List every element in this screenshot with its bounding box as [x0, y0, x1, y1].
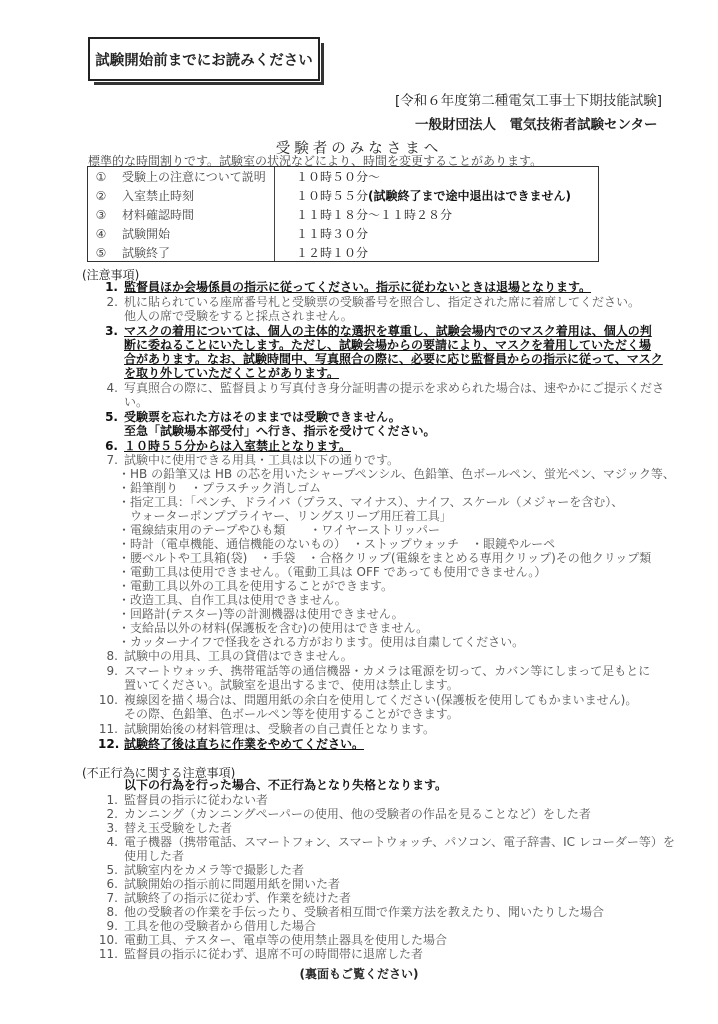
note-item: 5. 受験票を忘れた方はそのままでは受験できません。	[105, 410, 401, 424]
schedule-row-number: ⑤	[95, 245, 107, 260]
schedule-row	[88, 205, 598, 224]
notice-box	[88, 37, 320, 81]
misconduct-item: 9. 工具を他の受験者から借用した場合	[106, 919, 317, 933]
schedule-row-time: １０時５０分～	[296, 170, 381, 184]
schedule-table	[87, 166, 599, 262]
note-item-line: 至急「試験場本部受付」へ行き、指示を受けてください。	[124, 424, 436, 438]
notes-title: (注意事項)	[82, 268, 140, 282]
misconduct-intro: 以下の行為を行った場合、不正行為となり失格となります。	[124, 778, 448, 792]
note-item: 3. マスクの着用については、個人の主体的な選択を尊重し、試験会場内でのマスク着用は、個人の判	[105, 324, 652, 338]
tool-item: ・HB の鉛筆又は HB の芯を用いたシャープペンシル、色鉛筆、色ボールペン、蛍光ペン、マジック等、	[118, 467, 675, 481]
note-item: 2. 机に貼られている座席番号札と受験票の受験番号を照合し、指定された席に着席してください。	[106, 295, 641, 309]
schedule-row-time: １１時１８分～１１時２８分	[296, 208, 453, 222]
tool-item: ・電動工具は使用できません。（電動工具は OFF であっても使用できません。）	[118, 565, 547, 579]
note-item: 12. 試験終了後は直ちに作業をやめてください。	[98, 737, 365, 751]
misconduct-item: 4. 電子機器（携帯電話、スマートフォン、スマートウォッチ、パソコン、電子辞書、IC レコーダー等）を	[106, 835, 675, 849]
misconduct-item: 3. 替え玉受験をした者	[106, 821, 233, 835]
tool-item: ・回路計(テスター)等の計測機器は使用できません。	[118, 607, 404, 621]
note-item-line: を取り外していただくことがあります。	[124, 366, 340, 380]
note-item-line: その際、色鉛筆、色ボールペン等を使用することができます。	[124, 707, 459, 721]
tool-item: ・支給品以外の材料(保護板を含む)の使用はできません。	[118, 621, 429, 635]
schedule-row	[88, 186, 598, 205]
schedule-row-number: ①	[95, 169, 107, 184]
misconduct-item-line: 使用した者	[124, 849, 185, 863]
note-item-line: 置いてください。試験室を退出するまで、使用は禁止します。	[124, 678, 459, 692]
schedule-row	[88, 243, 598, 262]
schedule-row-label: 試験終了	[122, 246, 171, 260]
note-item-line: 合があります。なお、試験時間中、写真照合の際に、必要に応じ監督員からの指示に従って、マスク	[124, 352, 663, 366]
tool-item: ・腰ベルトや工具箱(袋) ・手袋 ・合格クリップ(電線をまとめる専用クリップ)その他クリップ類	[118, 551, 652, 565]
note-item-line: い。	[124, 395, 149, 409]
schedule-row-note: (試験終了まで途中退出はできません)	[368, 189, 571, 203]
schedule-row-number: ③	[95, 207, 107, 222]
note-item: 1. 監督員ほか会場係員の指示に従ってください。指示に従わないときは退場となります。	[105, 280, 592, 294]
schedule-row	[88, 167, 598, 186]
schedule-row-time: １０時５５分(試験終了まで途中退出はできません)	[296, 189, 571, 203]
note-item: 6. １０時５５分からは入室禁止となります。	[105, 439, 352, 453]
schedule-row-number: ②	[95, 188, 107, 203]
misconduct-item: 1. 監督員の指示に従わない者	[106, 793, 269, 807]
misconduct-item: 11. 監督員の指示に従わず、退席不可の時間帯に退席した者	[98, 947, 424, 961]
tool-item: ・指定工具：「ペンチ、ドライバ（プラス、マイナス）、ナイフ、スケール（メジャーを含む）、	[118, 495, 624, 509]
misconduct-item: 8. 他の受験者の作業を手伝ったり、受験者相互間で作業方法を教えたり、聞いたりした場合	[106, 905, 605, 919]
tool-item: ・電線結束用のテープやひも類 ・ワイヤーストリッパー	[118, 523, 440, 537]
schedule-row-number: ④	[95, 226, 107, 241]
tool-item: ・改造工具、自作工具は使用できません。	[118, 593, 347, 607]
exam-name: [令和６年度第二種電気工事士下期技能試験]	[395, 93, 663, 109]
note-item-line: 断に委ねることにいたします。ただし、試験会場からの要請により、マスクを着用していただく場	[124, 338, 652, 352]
misconduct-item: 6. 試験開始の指示前に問題用紙を開いた者	[106, 877, 341, 891]
tool-item: ・電動工具以外の工具を使用することができます。	[118, 579, 394, 593]
schedule-row-label: 入室禁止時刻	[122, 189, 195, 203]
schedule-row	[88, 224, 598, 243]
misconduct-item: 7. 試験終了の指示に従わず、作業を続けた者	[106, 891, 352, 905]
schedule-row-label: 受験上の注意について説明	[122, 170, 266, 184]
tool-item: ・カッターナイフで怪我をされる方がおります。使用は自粛してください。	[118, 635, 525, 649]
tool-item: ・鉛筆削り ・プラスチック消しゴム	[118, 481, 322, 495]
tool-item: ウォーターポンププライヤー、リングスリーブ用圧着工具」	[118, 509, 452, 523]
misconduct-item: 5. 試験室内をカメラ等で撮影した者	[106, 863, 305, 877]
note-item-line: 他人の席で受験をすると採点されません。	[124, 309, 353, 323]
organization-name: 一般財団法人 電気技術者試験センター	[415, 117, 658, 133]
notice-text: 試験開始前までにお読みください	[95, 52, 313, 69]
schedule-row-label: 材料確認時間	[122, 208, 195, 222]
schedule-row-time: １１時３０分	[296, 227, 369, 241]
schedule-note: 標準的な時間割りです。試験室の状況などにより、時間を変更することがあります。	[88, 154, 543, 168]
page-heading: 受験者のみなさまへ	[275, 141, 443, 157]
misconduct-title: (不正行為に関する注意事項)	[82, 766, 236, 780]
note-item: 4. 写真照合の際に、監督員より写真付き身分証明書の提示を求められた場合は、速やかにご提示くださ	[106, 381, 665, 395]
misconduct-item: 10. 電動工具、テスター、電卓等の使用禁止器具を使用した場合	[98, 933, 448, 947]
note-item: 8. 試験中の用具、工具の貸借はできません。	[106, 649, 353, 663]
schedule-row-time: １２時１０分	[296, 246, 369, 260]
note-item: 10. 複線図を描く場合は、問題用紙の余白を使用してください(保護板を使用してもかまいません)。	[98, 693, 638, 707]
back-page-note: (裏面もご覧ください)	[299, 967, 419, 981]
note-item: 11. 試験開始後の材料管理は、受験者の自己責任となります。	[98, 722, 436, 736]
tool-item: ・時計（電卓機能、通信機能のないもの） ・ストップウォッチ ・眼鏡やルーペ	[118, 537, 556, 551]
note-item: 7. 試験中に使用できる用具・工具は以下の通りです。	[106, 453, 400, 467]
note-item: 9. スマートウォッチ、携帯電話等の通信機器・カメラは電源を切って、カバン等にしまって足もとに	[106, 664, 651, 678]
misconduct-item: 2. カンニング（カンニングペーパーの使用、他の受験者の作品を見ることなど）をした者	[106, 807, 591, 821]
schedule-row-label: 試験開始	[122, 227, 171, 241]
